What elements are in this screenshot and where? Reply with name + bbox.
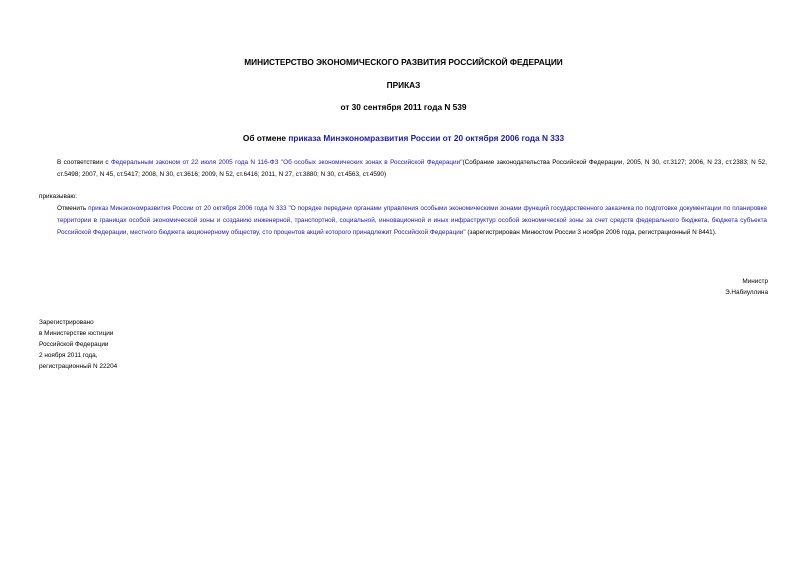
registration-line-5: регистрационный N 22204: [39, 363, 118, 370]
cancelled-order-link[interactable]: приказ Минэкономразвития России от 20 октября 2006 года N 333 "О порядке передачи органами управления особыми экономическими зонами функций государственного заказчика по подготовке документации по планировке территории в границах особой экономической зоны и созданию инженерной, транспортной, социальной, инновационной и иных инфраструктур особой экономической зоны за счет средств федерального бюджета, бюджета субъекта Российской Федерации, местного бюджета акционерному обществу, сто процентов акций которого принадлежит Российской Федерации": [57, 205, 767, 236]
preamble-prefix: В соответствии с: [57, 159, 112, 166]
registration-block: [39, 317, 117, 372]
order-word: приказываю:: [39, 193, 77, 200]
subject-order-link[interactable]: приказа Минэкономразвития России от 20 октября 2006 года N 333: [288, 133, 565, 143]
subject-prefix: Об отмене: [242, 133, 289, 143]
preamble-citation: (Собрание законодательства Российской Федерации, 2005, N 30, ст.3127; 2006, N 23, ст.2383; N 52, ст.5498; 2007, N 45, ст.5417; 2008, N 30, ст.3616; 2009, N 52, ст.6416; 2011, N 27, ст.3880; N 30, ст.4563, ст.4590): [57, 159, 768, 178]
signature-block: [725, 276, 768, 298]
document-date-number: от 30 сентября 2011 года N 539: [340, 102, 467, 112]
document-subject: [0, 133, 807, 143]
preamble-paragraph: [39, 157, 767, 181]
registration-line-4: 2 ноября 2011 года,: [39, 352, 98, 359]
document-type: ПРИКАЗ: [386, 80, 421, 90]
signatory-title: Министр: [742, 278, 768, 285]
registration-line-1: Зарегистрировано: [39, 319, 94, 326]
clause-prefix: Отменить: [57, 205, 89, 212]
registration-line-2: в Министерстве юстиции: [39, 330, 114, 337]
ministry-title: МИНИСТЕРСТВО ЭКОНОМИЧЕСКОГО РАЗВИТИЯ РОССИЙСКОЙ ФЕДЕРАЦИИ: [244, 57, 563, 67]
signatory-name: Э.Набиуллина: [725, 289, 768, 296]
order-clause: [39, 203, 767, 239]
registration-line-3: Российской Федерации: [39, 341, 109, 348]
clause-registration-note: (зарегистрирован Минюстом России 3 ноября 2006 года, регистрационный N 8441).: [465, 229, 717, 236]
federal-law-link[interactable]: Федеральным законом от 22 июля 2005 года N 116-ФЗ "Об особых экономических зонах в Российской Федерации": [111, 159, 463, 166]
